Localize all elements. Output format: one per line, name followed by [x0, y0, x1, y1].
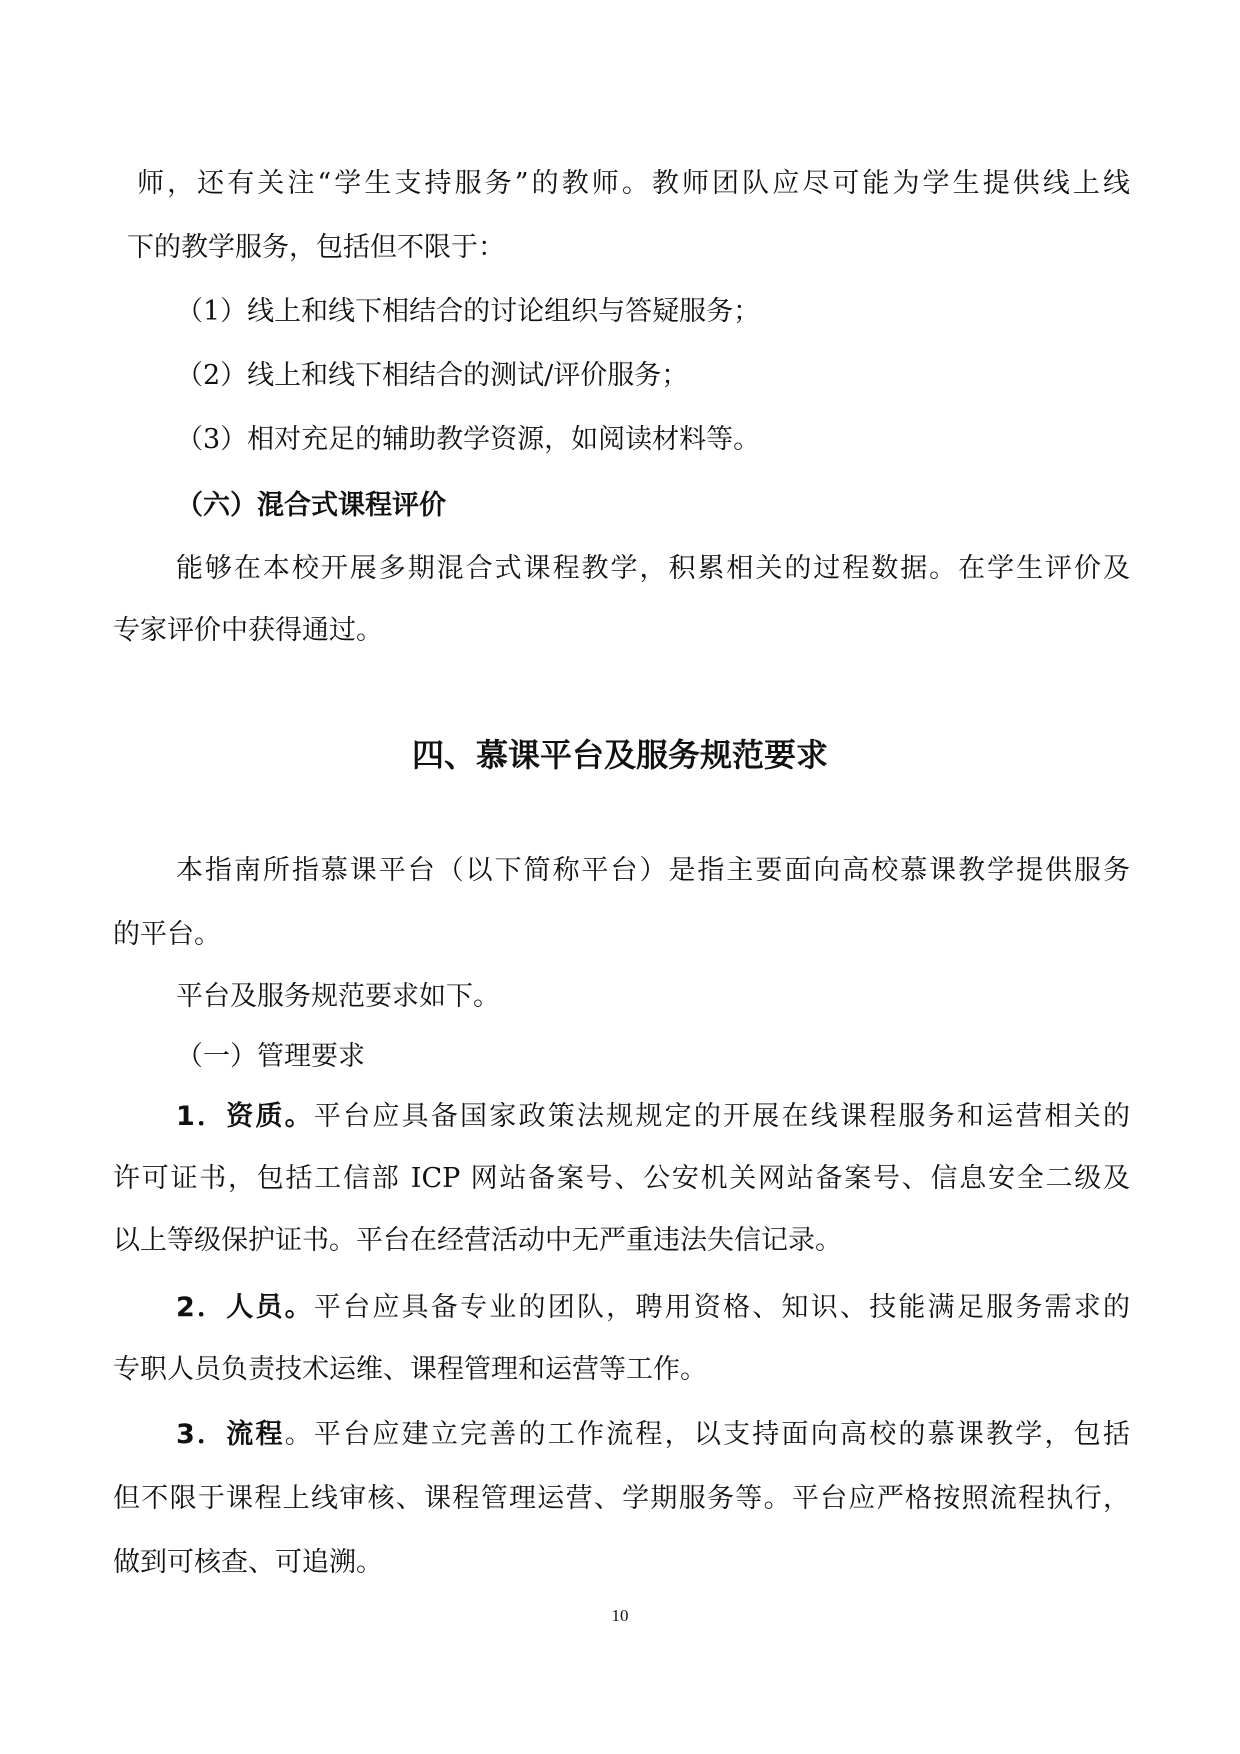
item-label: 1．资质。 [176, 1101, 314, 1132]
paragraph-line: 能够在本校开展多期混合式课程教学，积累相关的过程数据。在学生评价及 [176, 553, 1130, 584]
item-text: 平台应具备国家政策法规规定的开展在线课程服务和运营相关的 [313, 1101, 1130, 1132]
list-item: （2）线上和线下相结合的测试/评价服务； [176, 360, 689, 391]
paragraph-line: 专职人员负责技术运维、课程管理和运营等工作。 [113, 1354, 707, 1385]
paragraph-line: 下的教学服务，包括但不限于： [127, 232, 505, 263]
paragraph-line: 以上等级保护证书。平台在经营活动中无严重违法失信记录。 [113, 1225, 842, 1256]
paragraph-line: 但不限于课程上线审核、课程管理运营、学期服务等。平台应严格按照流程执行， [113, 1483, 1130, 1514]
item-label: 2．人员。 [176, 1292, 314, 1323]
item-text: 平台应具备专业的团队，聘用资格、知识、技能满足服务需求的 [313, 1292, 1130, 1323]
paragraph-line [176, 1417, 1130, 1453]
chapter-title: 四、慕课平台及服务规范要求 [411, 736, 828, 774]
list-item: （1）线上和线下相结合的讨论组织与答疑服务； [176, 296, 761, 327]
paragraph-line: 平台及服务规范要求如下。 [176, 981, 500, 1012]
paragraph-line: 做到可核查、可追溯。 [113, 1547, 383, 1578]
paragraph-line: 师，还有关注“学生支持服务”的教师。教师团队应尽可能为学生提供线上线 [137, 168, 1130, 199]
subsection-heading: （一）管理要求 [176, 1041, 365, 1072]
item-label: 3．流程 [176, 1419, 285, 1450]
paragraph-line: 许可证书，包括工信部 ICP 网站备案号、公安机关网站备案号、信息安全二级及 [113, 1163, 1130, 1194]
paragraph-line [176, 1099, 1130, 1135]
paragraph-line: 本指南所指慕课平台（以下简称平台）是指主要面向高校慕课教学提供服务 [176, 855, 1130, 886]
page-number: 10 [611, 1606, 629, 1625]
section-heading: （六）混合式课程评价 [176, 490, 446, 521]
paragraph-line: 的平台。 [113, 919, 221, 950]
paragraph-line: 专家评价中获得通过。 [113, 615, 383, 646]
list-item: （3）相对充足的辅助教学资源，如阅读材料等。 [176, 424, 761, 455]
item-text: 。平台应建立完善的工作流程，以支持面向高校的慕课教学，包括 [284, 1419, 1130, 1450]
paragraph-line [176, 1290, 1130, 1326]
